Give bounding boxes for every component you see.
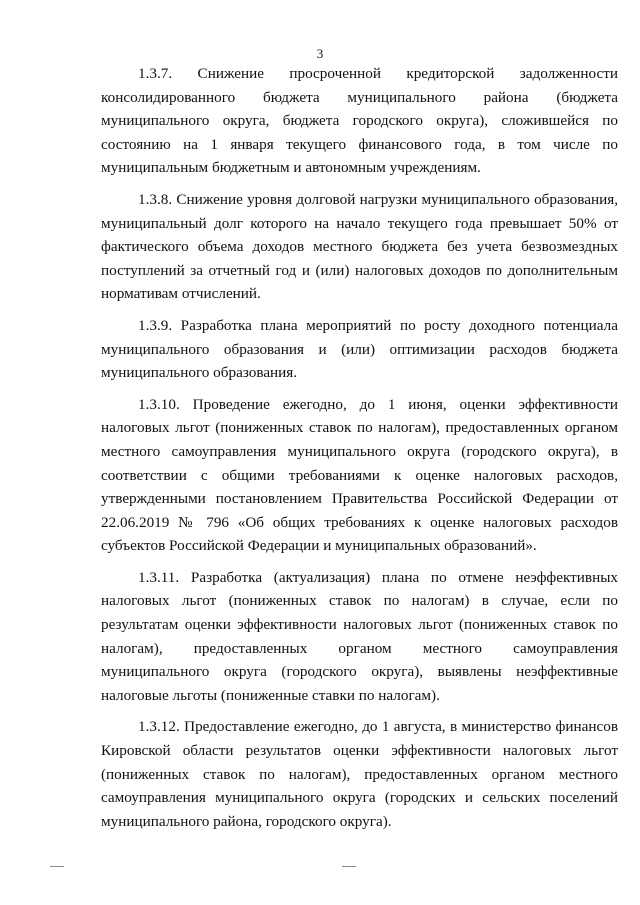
page-number: 3 xyxy=(316,46,324,61)
paragraph-1-3-8: 1.3.8. Снижение уровня долговой нагрузки муниципального образования, муниципальный долг которого на начало текущего года превышает 50% от фактического объема доходов местного бюджета без учета безвозмездных поступлений за отчетный год и (или) налоговых доходов по дополнительным нормативам отчислений. xyxy=(101,190,618,303)
paragraph-1-3-9: 1.3.9. Разработка плана мероприятий по росту доходного потенциала муниципального образования и (или) оптимизации расходов бюджета муниципального образования. xyxy=(101,316,618,382)
scan-mark-center xyxy=(342,866,356,867)
paragraph-1-3-7: 1.3.7. Снижение просроченной кредиторской задолженности консолидированного бюджета муниципального района (бюджета муниципального округа, бюджета городского округа), сложившейся по состоянию на 1 января текущего финансового года, в том числе по муниципальным бюджетным и автономным учреждениям. xyxy=(101,65,618,177)
paragraph-1-3-12: 1.3.12. Предоставление ежегодно, до 1 августа, в министерство финансов Кировской области результатов оценки эффективности налоговых льгот (пониженных ставок по налогам), предоставленных органом местного самоуправления муниципального округа (городских и сельских поселений муниципального района, городского округа). xyxy=(101,718,618,830)
document-body xyxy=(101,62,618,841)
paragraph-1-3-11: 1.3.11. Разработка (актуализация) плана по отмене неэффективных налоговых льгот (пониженных ставок по налогам) в случае, если по результатам оценки эффективности налоговых льгот (пониженных ставок по налогам), предоставленных органом местного самоуправления муниципального округа (городского округа), выявлены неэффективные налоговые льготы (пониженные ставки по налогам). xyxy=(101,568,618,704)
scan-mark-left xyxy=(50,866,64,867)
paragraph-1-3-10: 1.3.10. Проведение ежегодно, до 1 июня, оценки эффективности налоговых льгот (пониженных ставок по налогам), предоставленных органом местного самоуправления муниципального округа (городского округа), в соответствии с общими требованиями к оценке налоговых расходов, утвержденными постановлением Правительства Российской Федерации от 22.06.2019 № 796 «Об общих требованиях к оценке налоговых расходов субъектов Российской Федерации и муниципальных образований». xyxy=(101,395,618,555)
